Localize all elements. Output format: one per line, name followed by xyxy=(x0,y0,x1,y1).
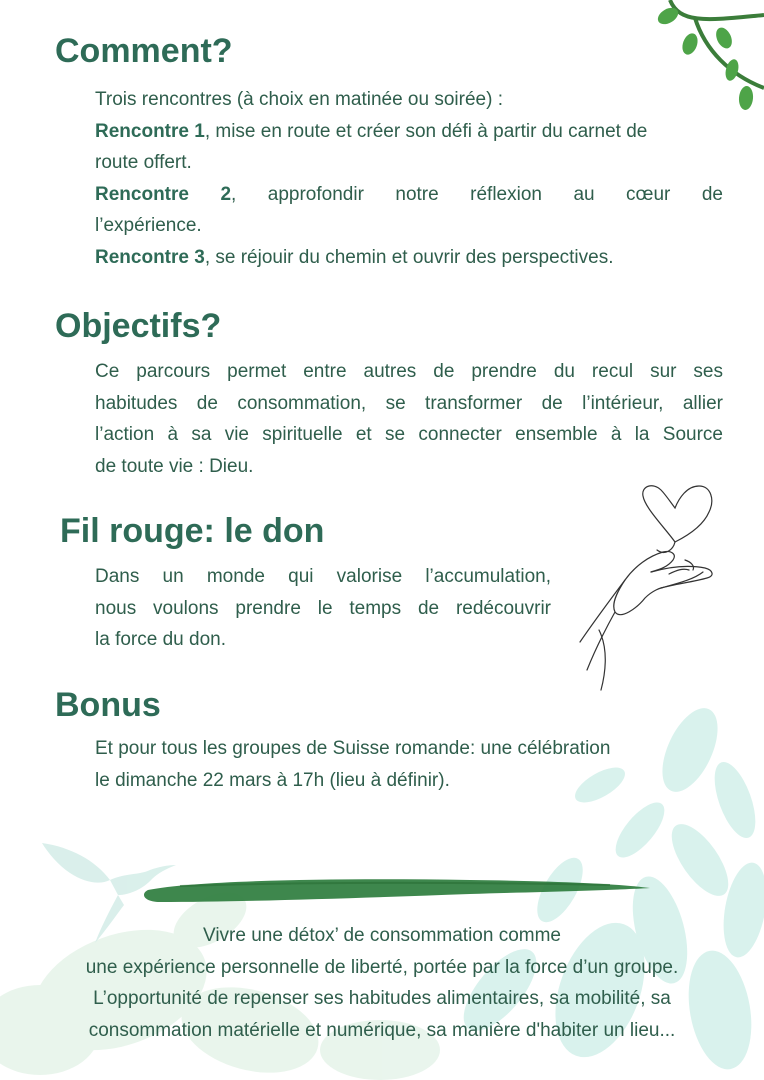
bonus-section xyxy=(95,733,723,796)
rencontre-1-text-2: route offert. xyxy=(95,152,192,173)
rencontre-1-label: Rencontre 1 xyxy=(95,120,205,142)
comment-intro: Trois rencontres (à choix en matinée ou soirée) : xyxy=(95,89,503,110)
rencontre-3-text: , se réjouir du chemin et ouvrir des perspectives. xyxy=(204,246,614,268)
rencontre-1-text: , mise en route et créer son défi à partir du carnet de xyxy=(204,120,648,142)
objectifs-line: habitudes de consommation, se transformer de l’intérieur, allier xyxy=(95,392,723,414)
filrouge-section xyxy=(95,561,551,656)
rencontre-2-text: , approfondir notre réflexion au cœur de xyxy=(231,183,723,205)
filrouge-line: Dans un monde qui valorise l’accumulation, xyxy=(95,566,551,587)
rencontre-2 xyxy=(95,179,723,211)
objectifs-line: l’action à sa vie spirituelle et se connecter ensemble à la Source xyxy=(95,424,723,445)
comment-heading: Comment? xyxy=(55,32,233,70)
brush-stroke xyxy=(140,872,655,908)
bonus-heading: Bonus xyxy=(55,686,161,724)
rencontre-2-text-2: l’expérience. xyxy=(95,215,202,236)
footer-line: consommation matérielle et numérique, sa manière d'habiter un lieu... xyxy=(88,1019,676,1041)
bonus-line: Et pour tous les groupes de Suisse romande: une célébration xyxy=(95,738,611,759)
objectifs-heading: Objectifs? xyxy=(55,307,222,345)
rencontre-3-label: Rencontre 3 xyxy=(95,246,205,268)
comment-section xyxy=(95,84,723,273)
objectifs-line: de toute vie : Dieu. xyxy=(95,455,254,477)
objectifs-line: Ce parcours permet entre autres de prendre du recul sur ses xyxy=(95,361,723,382)
filrouge-line: la force du don. xyxy=(95,629,226,650)
rencontre-2-label: Rencontre 2 xyxy=(95,183,232,205)
rencontre-3 xyxy=(95,242,723,274)
footer-line: L’opportunité de repenser ses habitudes alimentaires, sa mobilité, sa xyxy=(93,988,671,1009)
heart-hand-icon xyxy=(565,480,725,695)
footer-text xyxy=(20,920,744,1046)
bonus-line: le dimanche 22 mars à 17h (lieu à définir). xyxy=(95,769,450,791)
footer-line: Vivre une détox’ de consommation comme xyxy=(202,925,561,946)
objectifs-section xyxy=(95,356,723,482)
footer-line: une expérience personnelle de liberté, portée par la force d’un groupe. xyxy=(85,956,679,978)
filrouge-heading: Fil rouge: le don xyxy=(60,512,325,550)
filrouge-line: nous voulons prendre le temps de redécouvrir xyxy=(95,597,551,619)
rencontre-1 xyxy=(95,116,723,148)
